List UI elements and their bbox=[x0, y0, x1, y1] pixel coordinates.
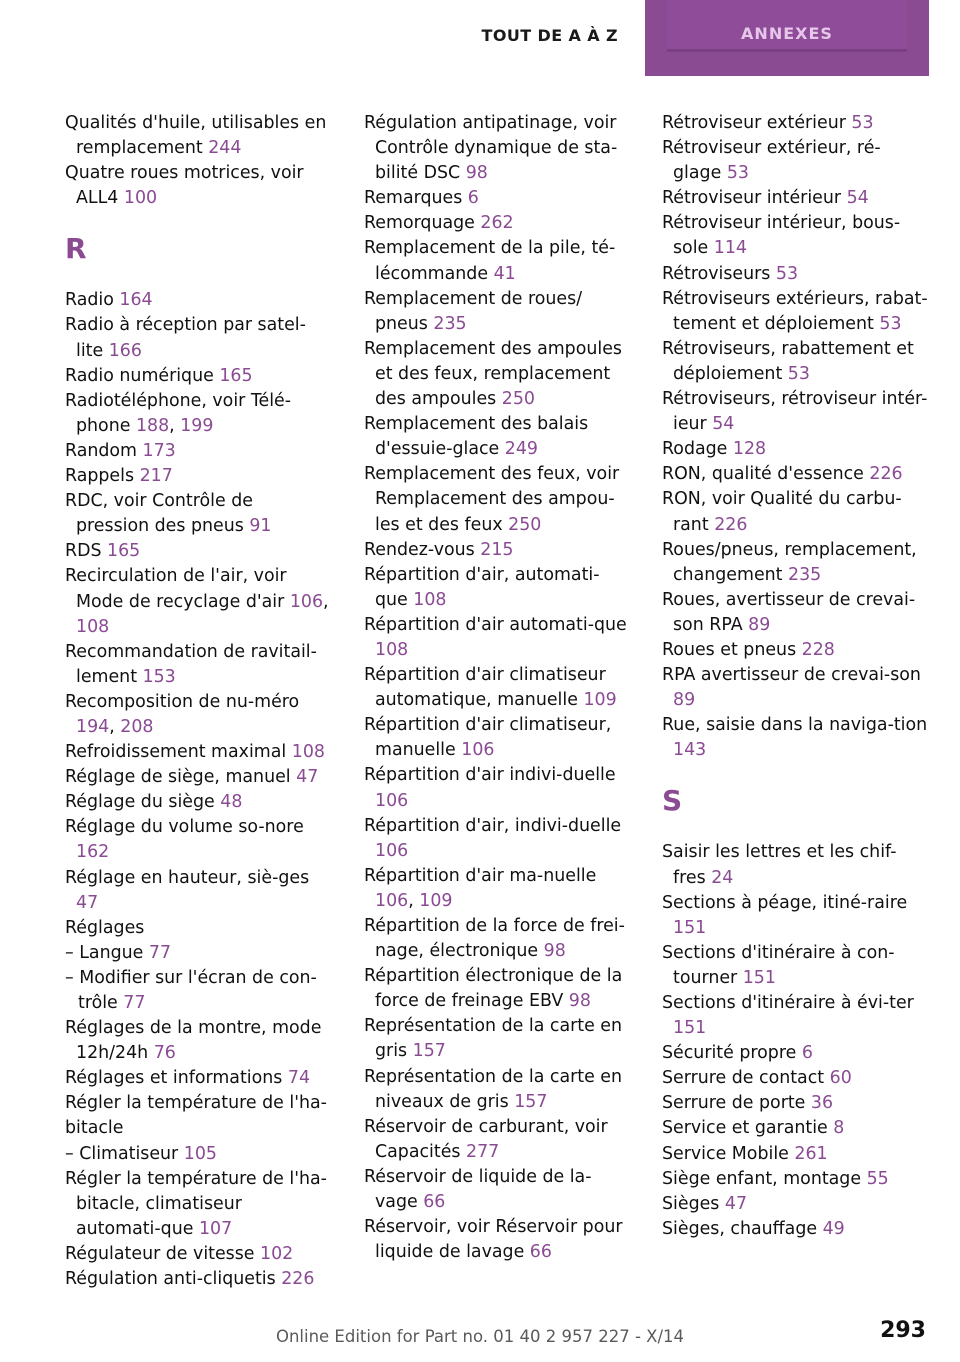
page-reference-link[interactable]: 143 bbox=[673, 740, 707, 761]
page-reference-link[interactable]: 6 bbox=[801, 1043, 813, 1064]
page-reference-link[interactable]: 36 bbox=[810, 1093, 834, 1114]
page-reference-link[interactable]: 250 bbox=[508, 514, 542, 535]
index-entry bbox=[364, 538, 630, 563]
index-letter-heading: S bbox=[662, 784, 683, 818]
entry-term: Régulateur de vitesse bbox=[65, 1243, 255, 1264]
entry-term: RON, qualité d'essence bbox=[662, 464, 864, 485]
index-entry bbox=[662, 337, 928, 387]
page-reference-link[interactable]: 109 bbox=[419, 890, 453, 911]
entry-term: Répartition électronique de la force de freinage EBV bbox=[364, 966, 623, 1012]
index-entry bbox=[364, 462, 630, 537]
index-entry bbox=[364, 211, 630, 236]
entry-term: Service Mobile bbox=[662, 1143, 789, 1164]
entry-term: Rappels bbox=[65, 466, 135, 487]
entry-term: Sections d'itinéraire à con-tourner bbox=[662, 942, 895, 988]
page-reference-link[interactable]: 262 bbox=[480, 213, 514, 234]
index-entry bbox=[364, 713, 630, 763]
index-entry bbox=[65, 1267, 331, 1292]
page-reference-link[interactable]: 106 bbox=[375, 790, 409, 811]
entry-term: Répartition d'air climatiseur, manuelle bbox=[364, 715, 612, 761]
entry-term: Service et garantie bbox=[662, 1118, 828, 1139]
page-reference-link[interactable]: 100 bbox=[123, 188, 158, 209]
entry-term: Répartition d'air, indivi-duelle bbox=[364, 815, 622, 836]
index-entry bbox=[662, 487, 928, 537]
entry-term: Répartition de la force de frei-nage, électronique bbox=[364, 916, 625, 962]
index-entry bbox=[662, 437, 928, 462]
entry-term: – Climatiseur bbox=[65, 1143, 179, 1164]
page-reference-link[interactable]: 235 bbox=[433, 313, 467, 334]
entry-term: Refroidissement maximal bbox=[65, 742, 287, 763]
page-reference-link[interactable]: 244 bbox=[208, 138, 242, 159]
edition-footer: Online Edition for Part no. 01 40 2 957 227 - X/14 bbox=[275, 1327, 685, 1346]
index-entry bbox=[662, 136, 928, 186]
index-entry bbox=[364, 412, 630, 462]
page-reference-link[interactable]: 102 bbox=[260, 1243, 294, 1264]
entry-term: Recomposition de nu-méro bbox=[65, 691, 300, 712]
index-entry bbox=[65, 539, 331, 564]
entry-term: Radiotéléphone, voir Télé-phone bbox=[65, 390, 292, 436]
entry-term: Rue, saisie dans la naviga-tion bbox=[662, 715, 928, 736]
entry-term: Siège enfant, montage bbox=[662, 1168, 862, 1189]
index-entry: Répartition d'air ma-nuelle 106, 109 bbox=[364, 865, 597, 911]
entry-term: RDC, voir Contrôle de pression des pneus bbox=[65, 491, 253, 537]
entry-term: Régler la température de l'ha-bitacle bbox=[65, 1093, 327, 1139]
page-reference-link[interactable]: 109 bbox=[583, 690, 617, 711]
index-entry bbox=[662, 1142, 928, 1167]
page-reference-link[interactable]: 105 bbox=[183, 1143, 217, 1164]
page-reference-link[interactable]: 53 bbox=[787, 363, 810, 384]
page-reference-link[interactable]: 108 bbox=[291, 742, 325, 763]
entry-term: Saisir les lettres et les chif-fres bbox=[662, 842, 897, 888]
index-entry bbox=[65, 288, 331, 313]
entry-term: Roues/pneus, remplacement, changement bbox=[662, 539, 917, 585]
page-reference-link[interactable]: 47 bbox=[296, 767, 319, 788]
entry-term: Réglage en hauteur, siè-ges bbox=[65, 867, 310, 888]
page-reference-link[interactable]: 157 bbox=[514, 1091, 548, 1112]
page-reference-link[interactable]: 24 bbox=[711, 867, 734, 888]
index-entry bbox=[65, 489, 331, 539]
page-reference-link[interactable]: 217 bbox=[139, 466, 173, 487]
index-entry bbox=[364, 1065, 630, 1115]
page-reference-link[interactable]: 188 bbox=[135, 415, 170, 436]
page-reference-link[interactable]: 235 bbox=[788, 564, 822, 585]
index-entry bbox=[65, 464, 331, 489]
index-entry bbox=[662, 991, 928, 1041]
index-entry bbox=[65, 866, 331, 916]
entry-term: Rétroviseurs bbox=[662, 263, 771, 284]
entry-term: Serrure de contact bbox=[662, 1068, 825, 1089]
page-reference-link[interactable]: 153 bbox=[142, 666, 176, 687]
entry-term: Remplacement de la pile, té-lécommande bbox=[364, 238, 616, 284]
index-entry bbox=[65, 1242, 331, 1267]
entry-term: Réglages bbox=[65, 917, 145, 938]
index-entry bbox=[662, 588, 928, 638]
page-header bbox=[0, 0, 960, 76]
entry-term: Remplacement des balais d'essuie-glace bbox=[364, 414, 589, 460]
entry-term: Rodage bbox=[662, 439, 728, 460]
page-reference-link[interactable]: 165 bbox=[107, 541, 141, 562]
index-entry bbox=[364, 1165, 630, 1215]
page-reference-link[interactable]: 98 bbox=[568, 991, 591, 1012]
entry-term: RON, voir Qualité du carbu-rant bbox=[662, 489, 902, 535]
entry-term: Régulation anti-cliquetis bbox=[65, 1269, 276, 1290]
page-reference-link[interactable]: 98 bbox=[465, 163, 488, 184]
entry-term: Sections d'itinéraire à évi-ter bbox=[662, 993, 914, 1013]
entry-term: Réglage du volume so-nore bbox=[65, 817, 304, 838]
entry-term: Représentation de la carte en gris bbox=[364, 1016, 623, 1062]
index-entry bbox=[662, 1167, 928, 1192]
entry-term: Réglage de siège, manuel bbox=[65, 767, 291, 788]
entry-term: Représentation de la carte en niveaux de gris bbox=[364, 1066, 623, 1112]
index-entry bbox=[364, 563, 630, 613]
entry-term: Sièges bbox=[662, 1193, 720, 1214]
entry-term: Réglages de la montre, mode 12h/24h bbox=[65, 1018, 322, 1064]
page-reference-link[interactable]: 108 bbox=[375, 639, 409, 660]
index-entry bbox=[65, 916, 331, 941]
page-reference-link[interactable]: 106 bbox=[375, 840, 409, 861]
page-reference-link[interactable]: 98 bbox=[543, 941, 566, 962]
chapter-tab[interactable] bbox=[645, 0, 929, 76]
index-entry bbox=[662, 1217, 928, 1242]
entry-term: – Langue bbox=[65, 942, 144, 963]
index-entry bbox=[65, 765, 331, 790]
entry-term: Radio à réception par satel-lite bbox=[65, 315, 306, 361]
page-reference-link[interactable]: 199 bbox=[180, 415, 214, 436]
index-entry bbox=[662, 186, 928, 211]
entry-term: Rétroviseur extérieur bbox=[662, 113, 846, 133]
entry-term: Recommandation de ravitail-lement bbox=[65, 641, 317, 687]
page-reference-link[interactable]: 77 bbox=[123, 993, 146, 1013]
entry-term: Qualités d'huile, utilisables en remplacement bbox=[65, 113, 327, 159]
index-column-1 bbox=[65, 111, 331, 1292]
index-entry bbox=[65, 111, 331, 161]
chapter-tab-panel bbox=[667, 0, 907, 52]
index-entry bbox=[65, 815, 331, 865]
entry-term: Répartition d'air, automati-que bbox=[364, 564, 600, 610]
page-reference-link[interactable]: 60 bbox=[829, 1068, 852, 1089]
entry-term: Rétroviseur extérieur, ré-glage bbox=[662, 138, 881, 184]
index-entry bbox=[662, 1091, 928, 1116]
index-entry bbox=[364, 1115, 630, 1165]
entry-term: Sécurité propre bbox=[662, 1043, 797, 1064]
index-entry bbox=[65, 161, 331, 211]
index-entry bbox=[65, 640, 331, 690]
page-reference-link[interactable]: 91 bbox=[249, 516, 272, 537]
index-entry bbox=[662, 1116, 928, 1141]
index-entry bbox=[662, 462, 928, 487]
entry-term: Rétroviseurs extérieurs, rabat-tement et déploiement bbox=[662, 288, 928, 334]
entry-term: Quatre roues motrices, voir ALL4 bbox=[65, 163, 304, 209]
page-reference-link[interactable]: 208 bbox=[120, 716, 154, 737]
entry-term: Remorquage bbox=[364, 213, 475, 234]
page-reference-link[interactable]: 53 bbox=[726, 163, 749, 184]
index-entry bbox=[662, 111, 928, 136]
entry-term: Radio numérique bbox=[65, 365, 214, 386]
page-reference-link[interactable]: 228 bbox=[801, 639, 835, 660]
page-reference-link[interactable]: 76 bbox=[153, 1043, 176, 1064]
index-entry bbox=[364, 111, 630, 186]
index-entry bbox=[662, 387, 928, 437]
entry-term: RDS bbox=[65, 541, 102, 562]
index-subentry bbox=[65, 941, 331, 966]
index-entry bbox=[65, 1016, 331, 1066]
page-reference-link[interactable]: 226 bbox=[869, 464, 903, 485]
page-reference-link[interactable]: 226 bbox=[281, 1269, 315, 1290]
index-entry bbox=[662, 638, 928, 663]
entry-term: Serrure de porte bbox=[662, 1093, 806, 1114]
entry-term: Sièges, chauffage bbox=[662, 1218, 818, 1239]
page-reference-link[interactable]: 47 bbox=[724, 1193, 748, 1214]
entry-term: Répartition d'air indivi-duelle bbox=[364, 765, 616, 786]
page-reference-link[interactable]: 226 bbox=[714, 514, 748, 535]
page-reference-link[interactable]: 106 bbox=[289, 591, 324, 612]
index-entry bbox=[364, 236, 630, 286]
entry-term: Répartition d'air climatiseur automatique, manuelle bbox=[364, 665, 606, 711]
page-reference-link[interactable]: 55 bbox=[866, 1168, 889, 1189]
entry-term: Roues, avertisseur de crevai-son RPA bbox=[662, 589, 916, 635]
chapter-tab-label: ANNEXES bbox=[741, 24, 833, 43]
entry-term: RPA avertisseur de crevai-son bbox=[662, 665, 921, 686]
page-reference-link[interactable]: 250 bbox=[501, 389, 535, 410]
page-reference-link[interactable]: 164 bbox=[119, 290, 153, 311]
entry-term: Réservoir, voir Réservoir pour liquide de lavage bbox=[364, 1217, 623, 1263]
page-reference-link[interactable]: 53 bbox=[775, 263, 799, 284]
entry-term: Réservoir de carburant, voir Capacités bbox=[364, 1116, 608, 1162]
entry-term: Rendez-vous bbox=[364, 539, 475, 560]
index-entry bbox=[364, 613, 630, 663]
page-reference-link[interactable]: 106 bbox=[375, 890, 409, 911]
entry-term: Random bbox=[65, 440, 137, 461]
entry-term: Remplacement des ampoules et des feux, remplacement des ampoules bbox=[364, 338, 622, 410]
page-reference-link[interactable]: 107 bbox=[198, 1218, 233, 1239]
index-entry bbox=[364, 186, 630, 211]
index-entry bbox=[662, 538, 928, 588]
page-reference-link[interactable]: 54 bbox=[846, 188, 869, 209]
page-reference-link[interactable]: 128 bbox=[732, 439, 767, 460]
section-title: TOUT DE A À Z bbox=[481, 26, 618, 45]
index-entry bbox=[364, 914, 630, 964]
entry-term: Rétroviseur intérieur, bous-sole bbox=[662, 213, 901, 259]
page-reference-link[interactable]: 49 bbox=[822, 1218, 845, 1239]
page-reference-link[interactable]: 8 bbox=[833, 1118, 845, 1139]
page-reference-link[interactable]: 89 bbox=[748, 614, 771, 635]
page-reference-link[interactable]: 261 bbox=[794, 1143, 828, 1164]
page-reference-link[interactable]: 157 bbox=[412, 1041, 446, 1062]
index-entry bbox=[662, 287, 928, 337]
entry-term: Régulation antipatinage, voir Contrôle dynamique de sta-bilité DSC bbox=[364, 113, 618, 184]
page-number: 293 bbox=[880, 1318, 926, 1343]
index-entry bbox=[364, 337, 630, 412]
index-entry bbox=[364, 814, 630, 864]
index-subentry bbox=[65, 1142, 331, 1167]
page-reference-link[interactable]: 166 bbox=[108, 340, 142, 361]
page-reference-link[interactable]: 89 bbox=[673, 690, 696, 711]
index-letter-heading: R bbox=[65, 232, 87, 266]
index-entry bbox=[662, 1066, 928, 1091]
entry-term: Recirculation de l'air, voir Mode de recyclage d'air bbox=[65, 566, 287, 612]
page-reference-link[interactable]: 215 bbox=[480, 539, 514, 560]
entry-term: Réglages et informations bbox=[65, 1068, 283, 1089]
index-entry bbox=[65, 1091, 331, 1141]
entry-term: Réservoir de liquide de la-vage bbox=[364, 1166, 592, 1213]
page-reference-link[interactable]: 194 bbox=[76, 716, 110, 737]
page-reference-link[interactable]: 114 bbox=[713, 238, 747, 259]
index-entry bbox=[364, 964, 630, 1014]
index-entry bbox=[65, 313, 331, 363]
entry-term: Remarques bbox=[364, 188, 463, 209]
index-entry bbox=[65, 439, 331, 464]
page-reference-link[interactable]: 47 bbox=[76, 892, 99, 913]
index-entry bbox=[662, 1041, 928, 1066]
page-reference-link[interactable]: 66 bbox=[423, 1192, 446, 1213]
index-entry bbox=[364, 1014, 630, 1064]
page-reference-link[interactable]: 6 bbox=[467, 188, 479, 209]
page-reference-link[interactable]: 53 bbox=[851, 113, 874, 133]
index-entry bbox=[662, 663, 928, 713]
page-reference-link[interactable]: 165 bbox=[219, 365, 253, 386]
index-entry bbox=[364, 663, 630, 713]
page-reference-link[interactable]: 66 bbox=[529, 1242, 552, 1263]
page-reference-link[interactable]: 77 bbox=[148, 942, 172, 963]
page-reference-link[interactable]: 151 bbox=[742, 967, 776, 988]
page-reference-link[interactable]: 106 bbox=[461, 740, 495, 761]
index-entry bbox=[662, 941, 928, 991]
page-reference-link[interactable]: 41 bbox=[493, 263, 516, 284]
index-entry bbox=[65, 1066, 331, 1091]
entry-term: Répartition d'air automati-que bbox=[364, 614, 627, 635]
entry-term: Rétroviseur intérieur bbox=[662, 188, 842, 209]
index-entry bbox=[662, 840, 928, 890]
page-reference-link[interactable]: 249 bbox=[504, 439, 538, 460]
entry-term: Régler la température de l'ha-bitacle, climatiseur automati-que bbox=[65, 1168, 327, 1239]
page-reference-link[interactable]: 173 bbox=[142, 440, 176, 461]
index-entry bbox=[364, 763, 630, 813]
index-entry bbox=[364, 1215, 630, 1265]
page-reference-link[interactable]: 54 bbox=[712, 414, 735, 435]
page-reference-link[interactable]: 108 bbox=[413, 589, 447, 610]
index-entry bbox=[662, 211, 928, 261]
index-entry bbox=[65, 1167, 331, 1242]
index-entry: Recomposition de nu-méro 194, 208 bbox=[65, 691, 300, 737]
index-column-3 bbox=[662, 111, 928, 1242]
entry-term: Sections à péage, itiné-raire bbox=[662, 892, 908, 913]
index-entry: Radiotéléphone, voir Télé-phone 188, 199 bbox=[65, 390, 292, 436]
page-reference-link[interactable]: 48 bbox=[220, 792, 243, 813]
index-subentry bbox=[65, 966, 331, 1016]
index-entry bbox=[662, 713, 928, 763]
page-reference-link[interactable]: 277 bbox=[466, 1141, 500, 1162]
index-entry bbox=[65, 790, 331, 815]
entry-term: Radio bbox=[65, 290, 114, 311]
index-entry: Recirculation de l'air, voir Mode de recyclage d'air 106, 108 bbox=[65, 566, 329, 637]
entry-term: Rétroviseurs, rabattement et déploiement bbox=[662, 338, 914, 384]
page-reference-link[interactable]: 162 bbox=[76, 842, 110, 863]
entry-term: Répartition d'air ma-nuelle bbox=[364, 865, 597, 886]
page-reference-link[interactable]: 74 bbox=[287, 1068, 311, 1089]
index-entry bbox=[364, 287, 630, 337]
entry-term: – Modifier sur l'écran de con-trôle bbox=[65, 967, 317, 1013]
entry-term: Remplacement de roues/ pneus bbox=[364, 288, 583, 334]
entry-term: Roues et pneus bbox=[662, 639, 797, 660]
page-reference-link[interactable]: 151 bbox=[673, 917, 707, 938]
index-column-2 bbox=[364, 111, 630, 1265]
index-entry bbox=[662, 1192, 928, 1217]
index-entry bbox=[65, 364, 331, 389]
page-reference-link[interactable]: 108 bbox=[76, 616, 110, 637]
index-entry bbox=[65, 740, 331, 765]
index-entry bbox=[662, 262, 928, 287]
index-entry bbox=[662, 891, 928, 941]
entry-term: Rétroviseurs, rétroviseur intér-ieur bbox=[662, 389, 928, 435]
entry-term: Remplacement des feux, voir Remplacement des ampou-les et des feux bbox=[364, 464, 620, 535]
page-reference-link[interactable]: 151 bbox=[673, 1018, 707, 1039]
entry-term: Réglage du siège bbox=[65, 792, 215, 813]
page-reference-link[interactable]: 53 bbox=[879, 313, 902, 334]
